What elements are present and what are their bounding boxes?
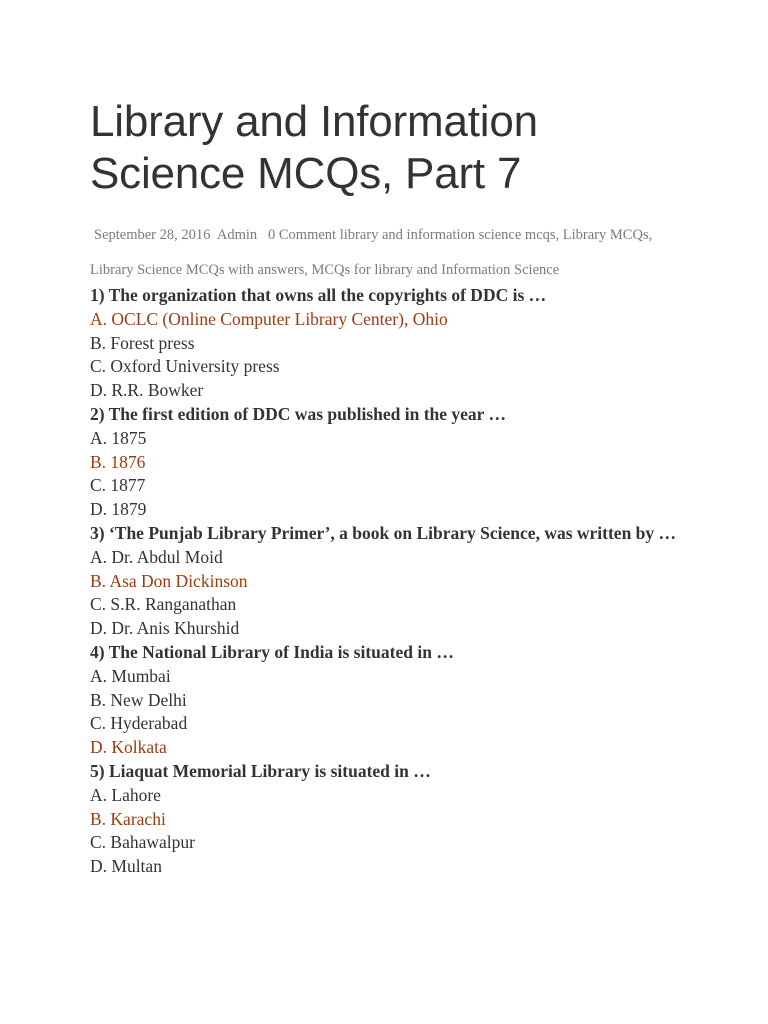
post-date: September 28, 2016 [94, 227, 211, 243]
author-link[interactable]: Admin [216, 227, 258, 243]
option-a: A. Dr. Abdul Moid [90, 546, 223, 567]
title-line-1: Library and Information [90, 97, 538, 146]
option-b-correct: B. Karachi [90, 808, 166, 829]
tag-link-3[interactable]: Library Science MCQs with answers [90, 262, 305, 278]
option-b: B. New Delhi [90, 689, 187, 710]
comments-link[interactable]: 0 Comment [268, 227, 337, 243]
option-c: C. Bahawalpur [90, 832, 195, 853]
post-meta: September 28, 2016 Admin 0 Comment library and information science mcqs, Library MCQs, Library Science MCQs with answers, MCQs for library and Information Science [90, 227, 653, 278]
question-5 [90, 760, 690, 879]
question-2 [90, 403, 690, 522]
option-a: A. Lahore [90, 784, 161, 805]
question-3 [90, 522, 690, 641]
option-c: C. 1877 [90, 475, 146, 496]
option-b: B. Forest press [90, 332, 195, 353]
option-a: A. 1875 [90, 427, 147, 448]
question-list [90, 284, 690, 879]
option-d-correct: D. Kolkata [90, 737, 167, 758]
option-d: D. 1879 [90, 499, 147, 520]
option-b-correct: B. 1876 [90, 451, 146, 472]
option-a: A. Mumbai [90, 665, 171, 686]
option-a-correct: A. OCLC (Online Computer Library Center), Ohio [90, 308, 448, 329]
option-d: D. Dr. Anis Khurshid [90, 618, 240, 639]
option-c: C. Hyderabad [90, 713, 188, 734]
option-b-correct: B. Asa Don Dickinson [90, 570, 248, 591]
article [90, 96, 690, 879]
option-d: D. Multan [90, 856, 162, 877]
tag-link-2[interactable]: Library MCQs [562, 227, 649, 243]
tag-link-1[interactable]: library and information science mcqs [339, 227, 556, 243]
option-c: C. Oxford University press [90, 356, 280, 377]
question-1 [90, 284, 690, 403]
question-text: 3) ‘The Punjab Library Primer’, a book on Library Science, was written by … [90, 522, 677, 543]
option-c: C. S.R. Ranganathan [90, 594, 237, 615]
question-4 [90, 641, 690, 760]
tag-link-4[interactable]: MCQs for library and Information Science [311, 262, 560, 278]
question-text: 4) The National Library of India is situated in … [90, 641, 454, 662]
page-title [90, 96, 690, 200]
option-d: D. R.R. Bowker [90, 380, 204, 401]
question-text: 2) The first edition of DDC was published in the year … [90, 403, 506, 424]
question-text: 5) Liaquat Memorial Library is situated in … [90, 760, 431, 781]
question-text: 1) The organization that owns all the copyrights of DDC is … [90, 285, 547, 305]
title-line-2: Science MCQs, Part 7 [90, 149, 522, 198]
